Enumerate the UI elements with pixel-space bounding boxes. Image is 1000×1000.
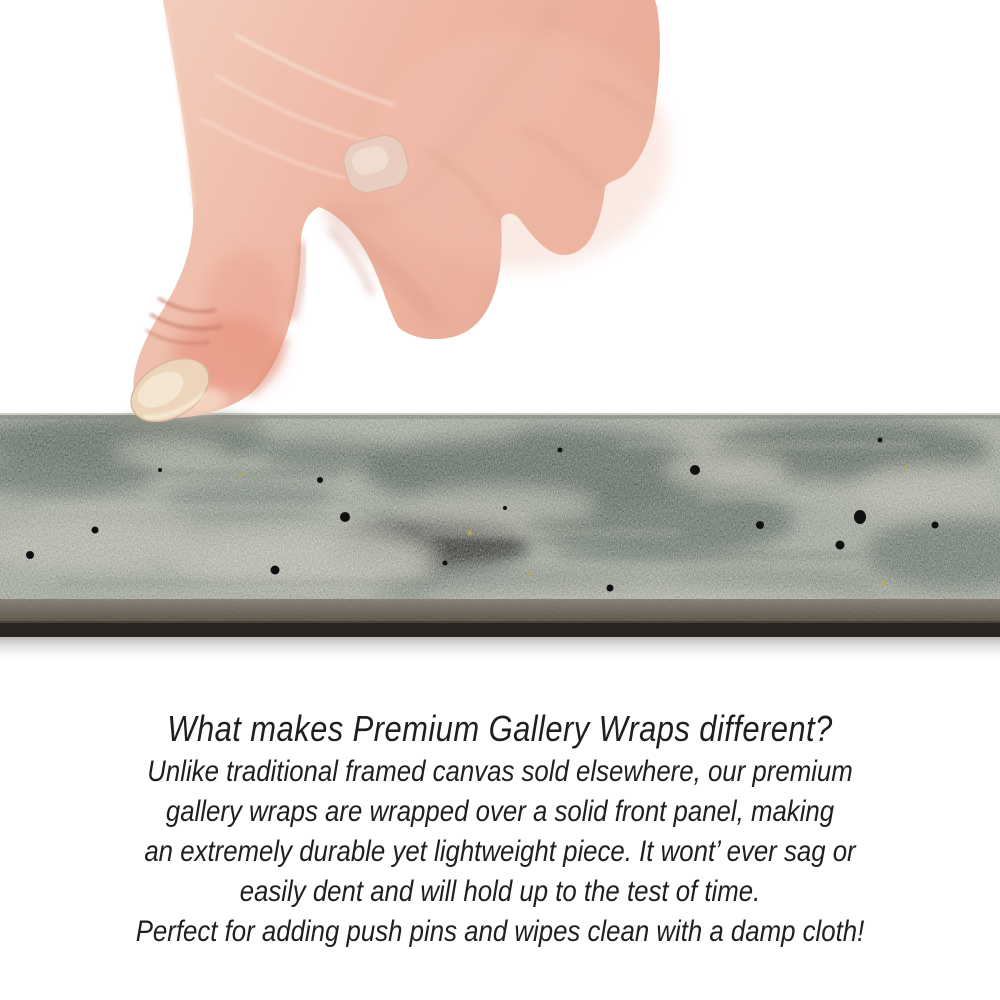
description-heading: What makes Premium Gallery Wraps different? [167,708,833,749]
description-line: easily dent and will hold up to the test of time. [239,875,761,908]
canvas-drop-shadow [0,637,1000,663]
canvas-edge-strip-image [0,413,1000,663]
description-line: gallery wraps are wrapped over a solid front panel, making [165,795,835,828]
description-line: Perfect for adding push pins and wipes clean with a damp cloth! [135,915,865,948]
description-text-block [70,706,930,952]
description-line: an extremely durable yet lightweight piece. It wont’ ever sag or [144,835,856,868]
description-line: Unlike traditional framed canvas sold elsewhere, our premium [147,755,853,788]
canvas-texture-graphic [0,413,1000,663]
hand-pressing-thumb-image [0,0,1000,440]
canvas-edge-dark-line [0,623,1000,637]
